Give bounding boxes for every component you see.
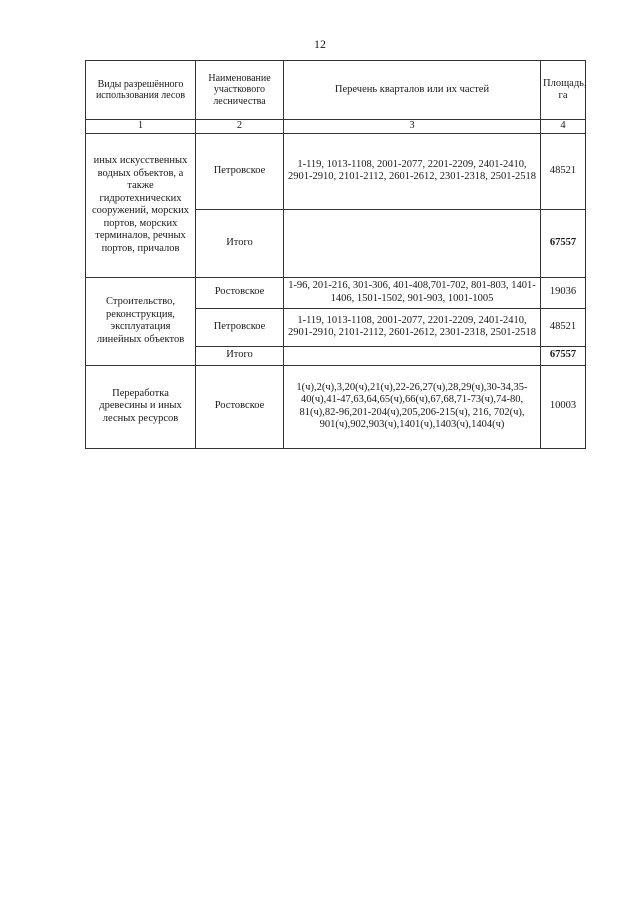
page-number: 12 xyxy=(314,37,326,51)
blocks-cell: 1-96, 201-216, 301-306, 401-408,701-702, 801-803, 1401-1406, 1501-1502, 901-903, 1001-1005 xyxy=(284,277,541,308)
forestry-cell: Петровское xyxy=(196,308,284,346)
table-row xyxy=(86,277,586,308)
header-forestry: Наименование участкового лесничества xyxy=(196,61,284,120)
header-blocks: Перечень кварталов или их частей xyxy=(284,61,541,120)
table-row xyxy=(86,133,586,209)
blocks-cell: 1-119, 1013-1108, 2001-2077, 2201-2209, 2401-2410, 2901-2910, 2101-2112, 2601-2612, 2301-2318, 2501-2518 xyxy=(284,133,541,209)
forestry-cell: Ростовское xyxy=(196,365,284,448)
forestry-cell: Петровское xyxy=(196,133,284,209)
use-type-cell: иных искусственных водных объектов, а также гидротехнических сооружений, морских портов, морских терминалов, речных портов, причалов xyxy=(86,133,196,277)
use-type-cell: Переработка древесины и иных лесных ресурсов xyxy=(86,365,196,448)
blocks-cell: 1(ч),2(ч),3,20(ч),21(ч),22-26,27(ч),28,29(ч),30-34,35-40(ч),41-47,63,64,65(ч),66(ч),67,68,71-73(ч),74-80, 81(ч),82-96,201-204(ч),205,206-215(ч), 216, 702(ч), 901(ч),902,903(ч),1401(ч),1403(ч),1404(ч) xyxy=(284,365,541,448)
column-number-row xyxy=(86,120,586,134)
use-type-cell: Строительство, реконструкция, эксплуатация линейных объектов xyxy=(86,277,196,365)
column-number: 3 xyxy=(284,120,541,134)
blocks-cell: 1-119, 1013-1108, 2001-2077, 2201-2209, 2401-2410, 2901-2910, 2101-2112, 2601-2612, 2301-2318, 2501-2518 xyxy=(284,308,541,346)
area-cell: 10003 xyxy=(541,365,586,448)
area-cell: 48521 xyxy=(541,133,586,209)
forestry-cell: Ростовское xyxy=(196,277,284,308)
column-number: 2 xyxy=(196,120,284,134)
area-cell: 19036 xyxy=(541,277,586,308)
column-number: 1 xyxy=(86,120,196,134)
header-area: Площадь, га xyxy=(541,61,586,120)
blocks-cell-empty xyxy=(284,209,541,277)
forest-use-table xyxy=(85,60,586,449)
total-value: 67557 xyxy=(541,346,586,365)
blocks-cell-empty xyxy=(284,346,541,365)
column-number: 4 xyxy=(541,120,586,134)
total-value: 67557 xyxy=(541,209,586,277)
table-row xyxy=(86,365,586,448)
total-label: Итого xyxy=(196,209,284,277)
area-cell: 48521 xyxy=(541,308,586,346)
header-row xyxy=(86,61,586,120)
header-use-type: Виды разрешённого использования лесов xyxy=(86,61,196,120)
total-label: Итого xyxy=(196,346,284,365)
